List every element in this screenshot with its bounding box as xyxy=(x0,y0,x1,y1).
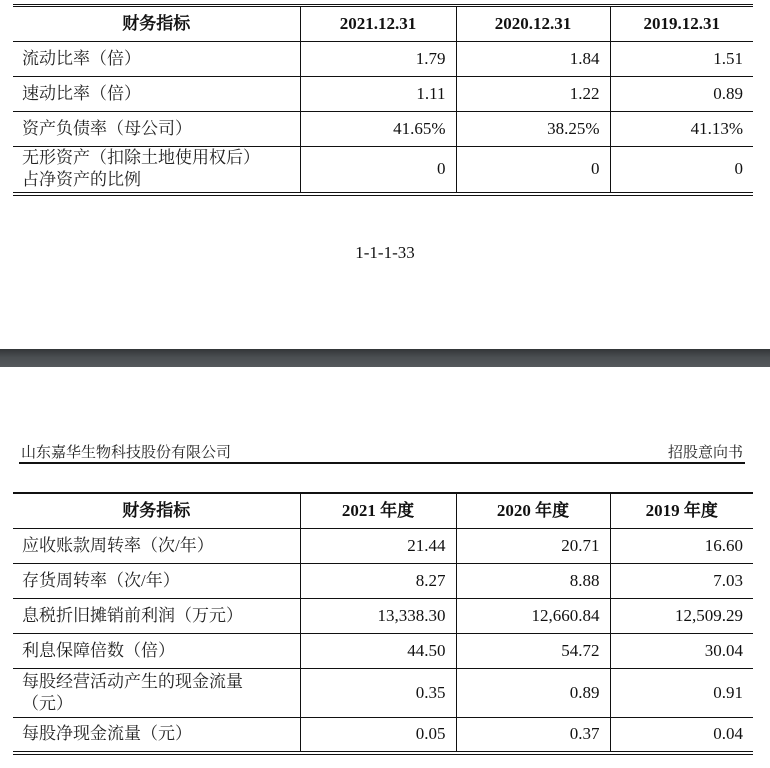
column-header-2019: 2019.12.31 xyxy=(610,6,753,42)
table-row xyxy=(13,718,753,753)
column-header-2020: 2020.12.31 xyxy=(456,6,610,42)
row-label: 利息保障倍数（倍） xyxy=(13,634,300,669)
cell-value: 30.04 xyxy=(610,634,753,669)
table-header-row xyxy=(13,6,753,42)
column-header-indicator: 财务指标 xyxy=(13,6,300,42)
cell-value: 0 xyxy=(300,147,456,194)
financial-indicators-table-balance-date xyxy=(13,4,753,196)
cell-value: 16.60 xyxy=(610,529,753,564)
cell-value: 0.04 xyxy=(610,718,753,753)
table-row xyxy=(13,529,753,564)
document-page-top xyxy=(0,0,770,349)
cell-value: 12,509.29 xyxy=(610,599,753,634)
cell-value: 41.13% xyxy=(610,112,753,147)
page-separator xyxy=(0,349,770,367)
document-page-bottom xyxy=(0,367,770,768)
cell-value: 0 xyxy=(610,147,753,194)
cell-value: 8.27 xyxy=(300,564,456,599)
row-label: 应收账款周转率（次/年） xyxy=(13,529,300,564)
row-label: 流动比率（倍） xyxy=(13,42,300,77)
row-label: 每股净现金流量（元） xyxy=(13,718,300,753)
table-row xyxy=(13,634,753,669)
column-header-indicator: 财务指标 xyxy=(13,493,300,529)
cell-value: 44.50 xyxy=(300,634,456,669)
row-label xyxy=(13,147,300,194)
column-header-2019: 2019 年度 xyxy=(610,493,753,529)
table-header-row xyxy=(13,493,753,529)
cell-value: 54.72 xyxy=(456,634,610,669)
cell-value: 1.84 xyxy=(456,42,610,77)
column-header-2021: 2021.12.31 xyxy=(300,6,456,42)
row-label: 速动比率（倍） xyxy=(13,77,300,112)
row-label-line-1: 每股经营活动产生的现金流量 xyxy=(22,672,243,691)
table-row xyxy=(13,669,753,718)
document-type: 招股意向书 xyxy=(667,443,743,461)
table-row xyxy=(13,564,753,599)
cell-value: 12,660.84 xyxy=(456,599,610,634)
cell-value: 7.03 xyxy=(610,564,753,599)
cell-value: 20.71 xyxy=(456,529,610,564)
cell-value: 21.44 xyxy=(300,529,456,564)
row-label-line-2: 占净资产的比例 xyxy=(22,170,141,190)
financial-indicators-table-annual xyxy=(13,492,753,755)
cell-value: 1.22 xyxy=(456,77,610,112)
cell-value: 0.35 xyxy=(300,669,456,718)
column-header-2020: 2020 年度 xyxy=(456,493,610,529)
cell-value: 38.25% xyxy=(456,112,610,147)
table-row xyxy=(13,42,753,77)
row-label: 资产负债率（母公司） xyxy=(13,112,300,147)
page-number: 1-1-1-33 xyxy=(355,243,415,262)
row-label: 息税折旧摊销前利润（万元） xyxy=(13,599,300,634)
cell-value: 0.37 xyxy=(456,718,610,753)
table-row xyxy=(13,599,753,634)
cell-value: 0.89 xyxy=(610,77,753,112)
row-label-line-2: （元） xyxy=(22,694,73,713)
cell-value: 13,338.30 xyxy=(300,599,456,634)
table-row xyxy=(13,147,753,194)
row-label-line-1: 无形资产（扣除土地使用权后） xyxy=(22,148,260,168)
cell-value: 8.88 xyxy=(456,564,610,599)
table-row xyxy=(13,112,753,147)
cell-value: 1.11 xyxy=(300,77,456,112)
table-row xyxy=(13,77,753,112)
cell-value: 1.51 xyxy=(610,42,753,77)
cell-value: 0.91 xyxy=(610,669,753,718)
cell-value: 1.79 xyxy=(300,42,456,77)
running-header xyxy=(19,441,745,464)
cell-value: 41.65% xyxy=(300,112,456,147)
column-header-2021: 2021 年度 xyxy=(300,493,456,529)
row-label: 存货周转率（次/年） xyxy=(13,564,300,599)
company-name: 山东嘉华生物科技股份有限公司 xyxy=(21,443,232,461)
cell-value: 0.89 xyxy=(456,669,610,718)
cell-value: 0 xyxy=(456,147,610,194)
cell-value: 0.05 xyxy=(300,718,456,753)
row-label xyxy=(13,669,300,718)
